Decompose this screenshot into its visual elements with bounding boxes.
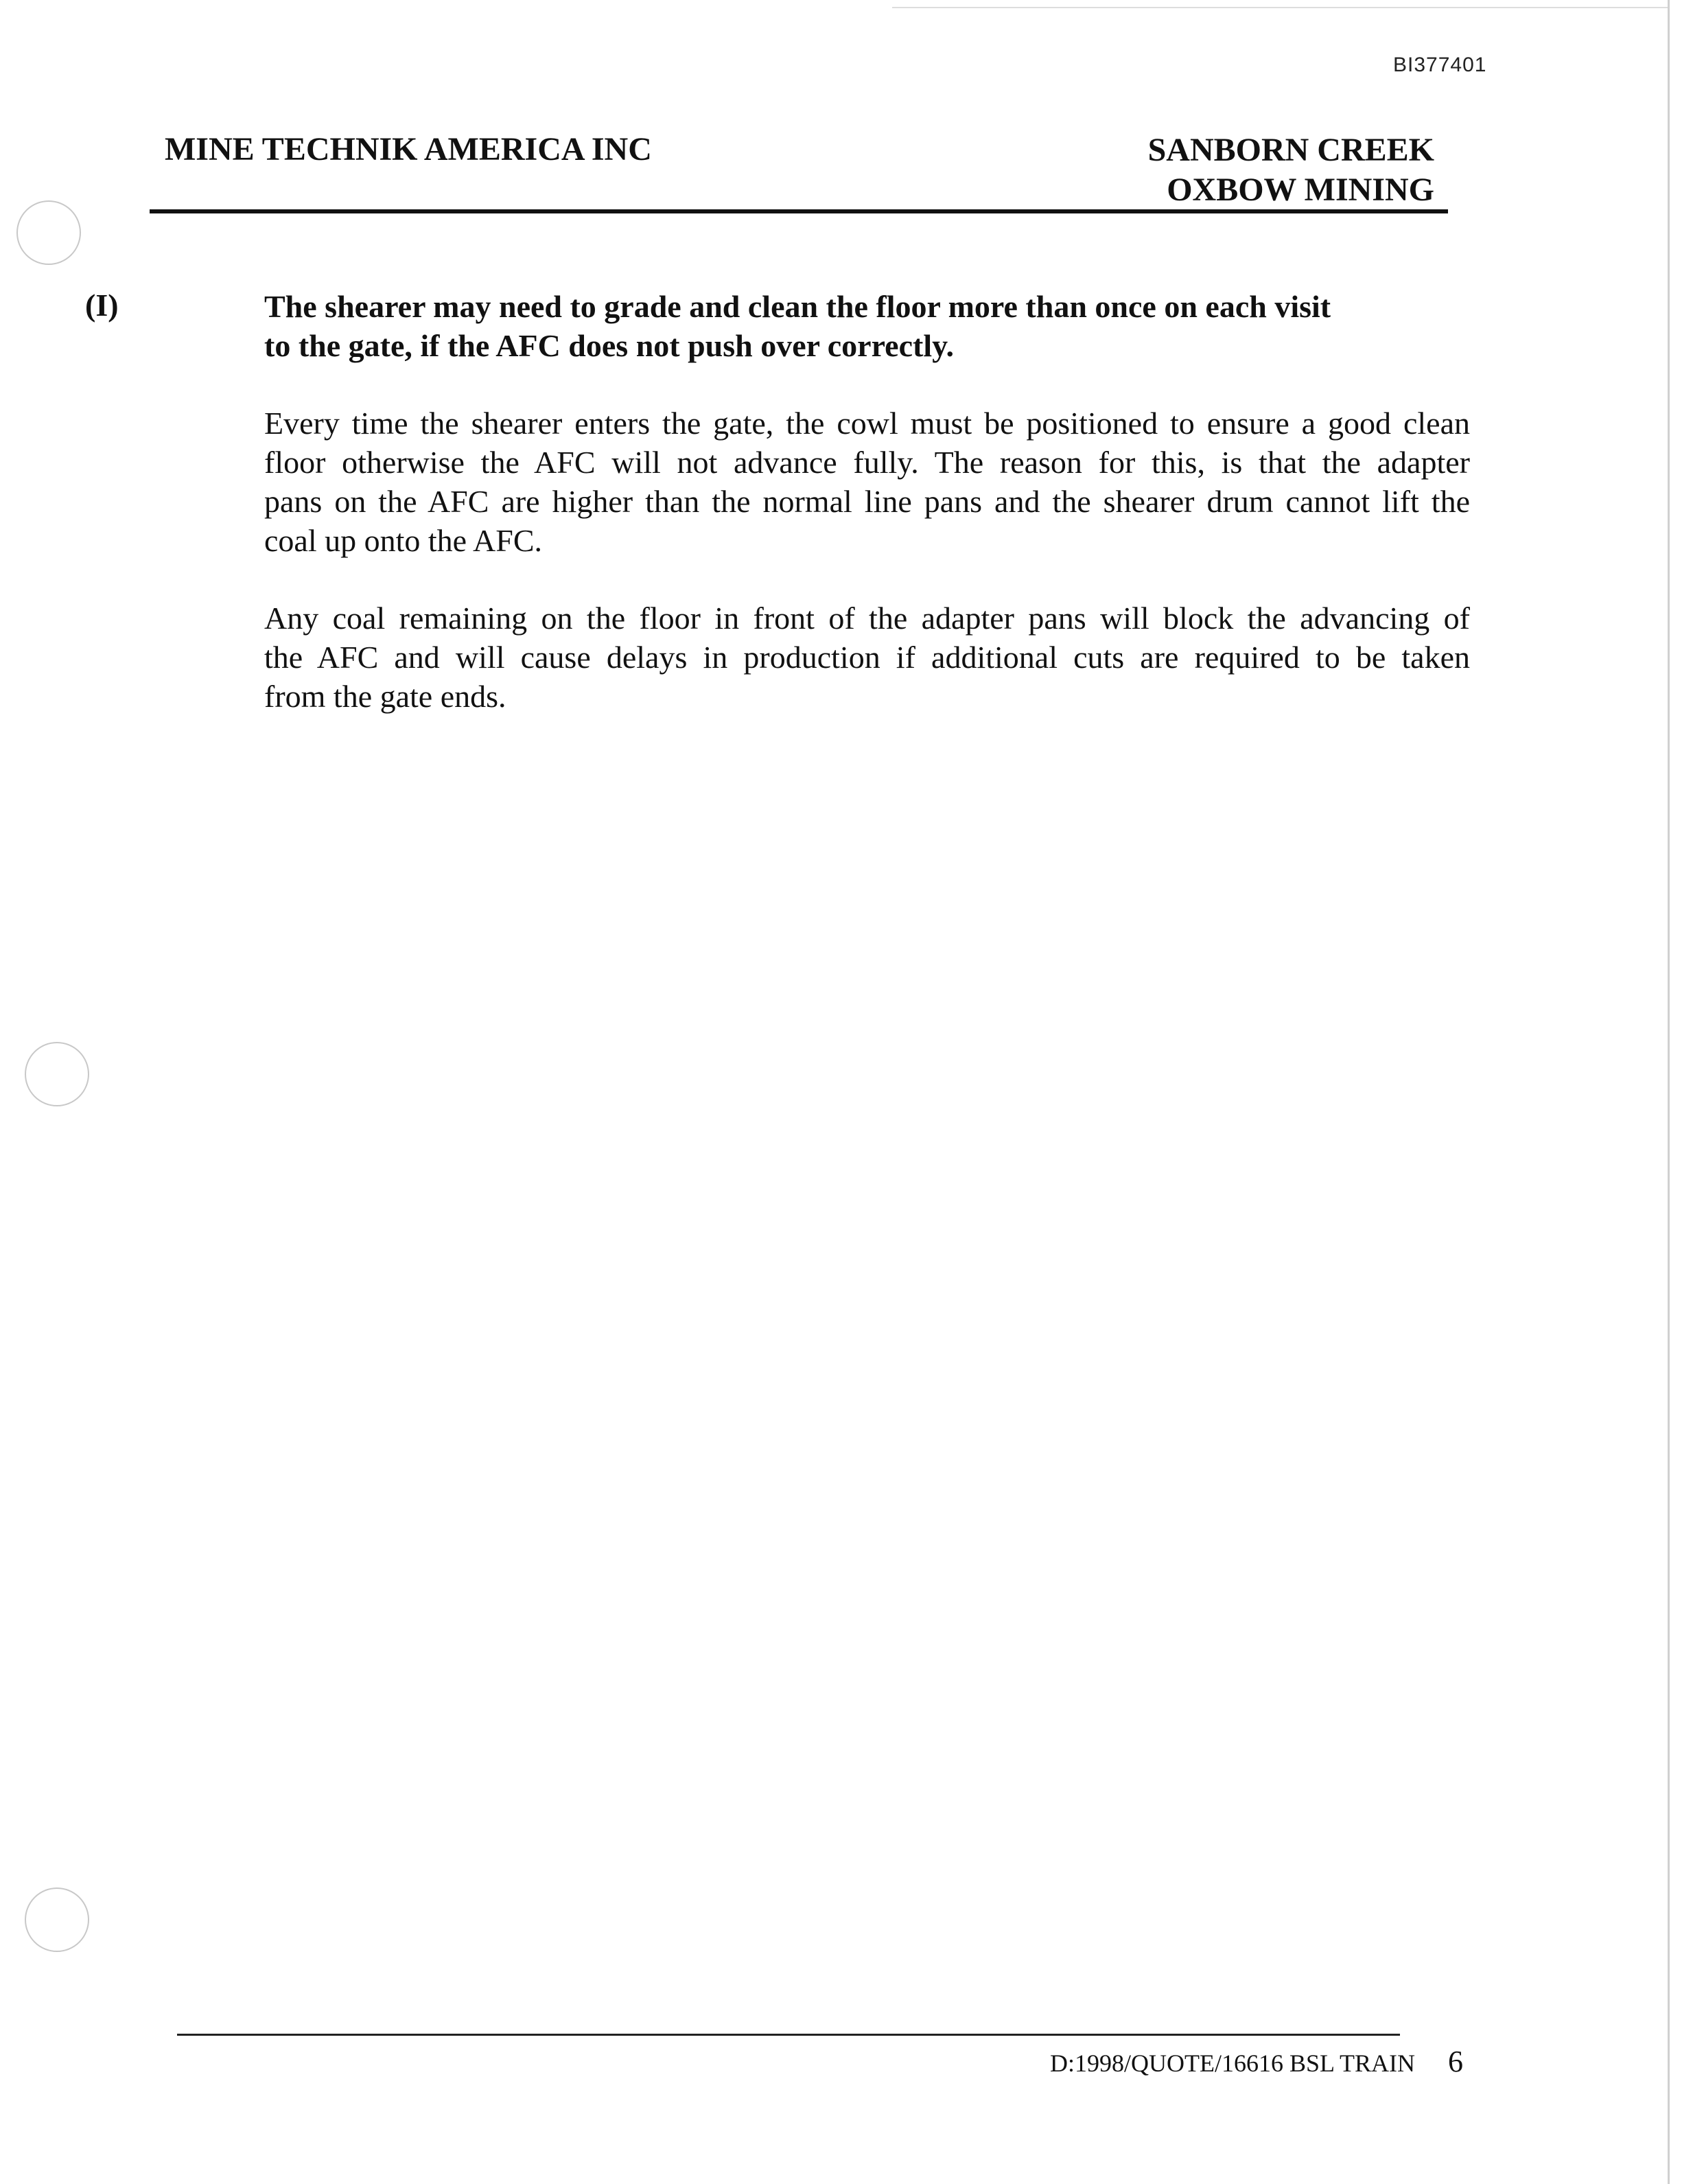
paragraph-1 [264, 404, 1470, 560]
section-heading-line-1: The shearer may need to grade and clean the floor more than once on each visit [264, 289, 1331, 324]
paragraph-1-line-4: coal up onto the AFC. [264, 523, 543, 558]
page-number: 6 [1448, 2045, 1463, 2078]
punch-hole-top [16, 200, 81, 265]
punch-hole-bottom [25, 1887, 89, 1952]
paragraph-2-line-1: Any coal remaining on the floor in front of the adapter pans will block the advancing of [264, 601, 1470, 636]
scan-right-edge [1668, 0, 1670, 2184]
footer-rule [177, 2034, 1400, 2036]
document-id: BI377401 [1393, 54, 1487, 76]
header-rule [150, 209, 1448, 213]
section-heading-line-2: to the gate, if the AFC does not push over correctly. [264, 328, 955, 363]
paragraph-2-line-2: the AFC and will cause delays in production if additional cuts are required to be taken [264, 640, 1470, 675]
paragraph-2-line-3: from the gate ends. [264, 679, 506, 714]
scan-top-edge [892, 7, 1668, 8]
section-heading [264, 287, 1445, 365]
punch-hole-middle [25, 1042, 89, 1106]
header-site-line-1: SANBORN CREEK [1147, 132, 1434, 168]
paragraph-1-line-3: pans on the AFC are higher than the normal line pans and the shearer drum cannot lift the [264, 484, 1470, 519]
paragraph-1-line-1: Every time the shearer enters the gate, the cowl must be positioned to ensure a good clean [264, 406, 1470, 441]
paragraph-2 [264, 599, 1470, 716]
footer-path: D:1998/QUOTE/16616 BSL TRAIN [1050, 2049, 1416, 2077]
section-marker: (I) [85, 288, 119, 323]
header-company: MINE TECHNIK AMERICA INC [165, 131, 652, 167]
header-site-line-2: OXBOW MINING [1167, 172, 1434, 208]
paragraph-1-line-2: floor otherwise the AFC will not advance fully. The reason for this, is that the adapter [264, 445, 1470, 480]
header-site [1084, 130, 1434, 210]
